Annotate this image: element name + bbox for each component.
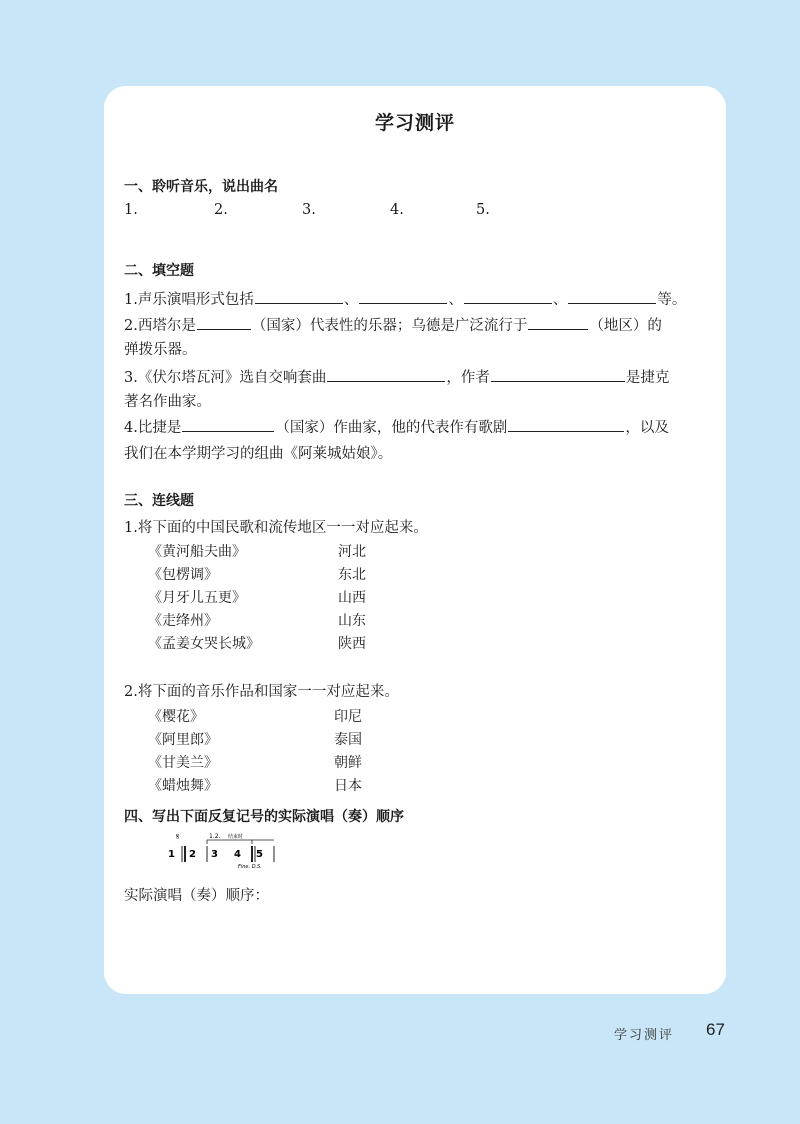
region-name: 山西 (338, 590, 366, 606)
answer-label: 实际演唱（奏）顺序： (124, 888, 269, 904)
blank[interactable] (327, 367, 445, 382)
listen-item-4: 4. (390, 202, 404, 218)
fill-question-2-cont: 弹拨乐器。 (124, 342, 197, 358)
score-note: 3 (211, 849, 218, 860)
song-title: 《黄河船夫曲》 (148, 544, 246, 560)
fill-question-4: 4.比捷是 （国家）作曲家，他的代表作有歌剧 ，以及 (124, 416, 669, 437)
fill-question-4-cont: 我们在本学期学习的组曲《阿莱城姑娘》。 (124, 446, 393, 462)
region-name: 陕西 (338, 636, 366, 652)
region-name: 山东 (338, 613, 366, 629)
country-name: 朝鲜 (334, 755, 362, 771)
song-title: 《月牙儿五更》 (148, 590, 246, 606)
content-card (104, 86, 726, 994)
listen-item-2: 2. (214, 202, 228, 218)
page-title: 学习测评 (374, 112, 455, 134)
country-name: 泰国 (334, 732, 362, 748)
song-title: 《走绛州》 (148, 613, 218, 629)
blank[interactable] (528, 315, 588, 330)
match-prompt-1: 1.将下面的中国民歌和流传地区一一对应起来。 (124, 520, 428, 536)
match-prompt-2: 2.将下面的音乐作品和国家一一对应起来。 (124, 684, 399, 700)
volta-bracket (252, 840, 274, 844)
page-number: 67 (706, 1020, 725, 1039)
listen-item-3: 3. (302, 202, 316, 218)
score-note: 2 (189, 849, 196, 860)
blank[interactable] (197, 315, 251, 330)
blank[interactable] (464, 289, 552, 304)
volta-note: 结束时 (228, 834, 244, 840)
fill-question-2: 2.西塔尔是 （国家）代表性的乐器；乌德是广泛流行于 （地区）的 (124, 314, 662, 335)
blank[interactable] (182, 417, 274, 432)
listen-item-5: 5. (476, 202, 490, 218)
section4-heading: 四、写出下面反复记号的实际演唱（奏）顺序 (124, 809, 404, 825)
score-note: 1 (168, 849, 175, 860)
blank[interactable] (568, 289, 656, 304)
country-name: 印尼 (334, 709, 362, 725)
blank[interactable] (491, 367, 625, 382)
work-title: 《阿里郎》 (148, 732, 218, 748)
score-note: 4 (234, 849, 241, 860)
work-title: 《樱花》 (148, 709, 204, 725)
region-name: 东北 (338, 567, 366, 583)
work-title: 《甘美兰》 (148, 755, 218, 771)
listen-item-1: 1. (124, 202, 138, 218)
blank[interactable] (359, 289, 447, 304)
repeat-notation-score (164, 830, 284, 870)
volta-label: 1.2. (209, 833, 221, 840)
fill-question-1: 1.声乐演唱形式包括 、 、 、 等。 (124, 288, 686, 309)
segno-mark: 𝄋 (176, 832, 180, 841)
footer-section-label: 学习测评 (614, 1028, 675, 1043)
volta-bracket (207, 840, 252, 844)
score-note: 5 (256, 849, 263, 860)
fill-question-3-cont: 著名作曲家。 (124, 394, 211, 410)
section1-heading: 一、聆听音乐，说出曲名 (124, 179, 278, 195)
blank[interactable] (508, 417, 624, 432)
blank[interactable] (255, 289, 343, 304)
fill-question-3: 3.《伏尔塔瓦河》选自交响套曲 ，作者 是捷克 (124, 366, 669, 387)
song-title: 《孟姜女哭长城》 (148, 636, 260, 652)
country-name: 日本 (334, 778, 362, 794)
region-name: 河北 (338, 544, 366, 560)
section3-heading: 三、连线题 (124, 493, 194, 509)
section2-heading: 二、填空题 (124, 263, 194, 279)
fine-ds-mark: Fine. D.S. (238, 864, 262, 870)
work-title: 《蜡烛舞》 (148, 778, 218, 794)
song-title: 《包楞调》 (148, 567, 218, 583)
